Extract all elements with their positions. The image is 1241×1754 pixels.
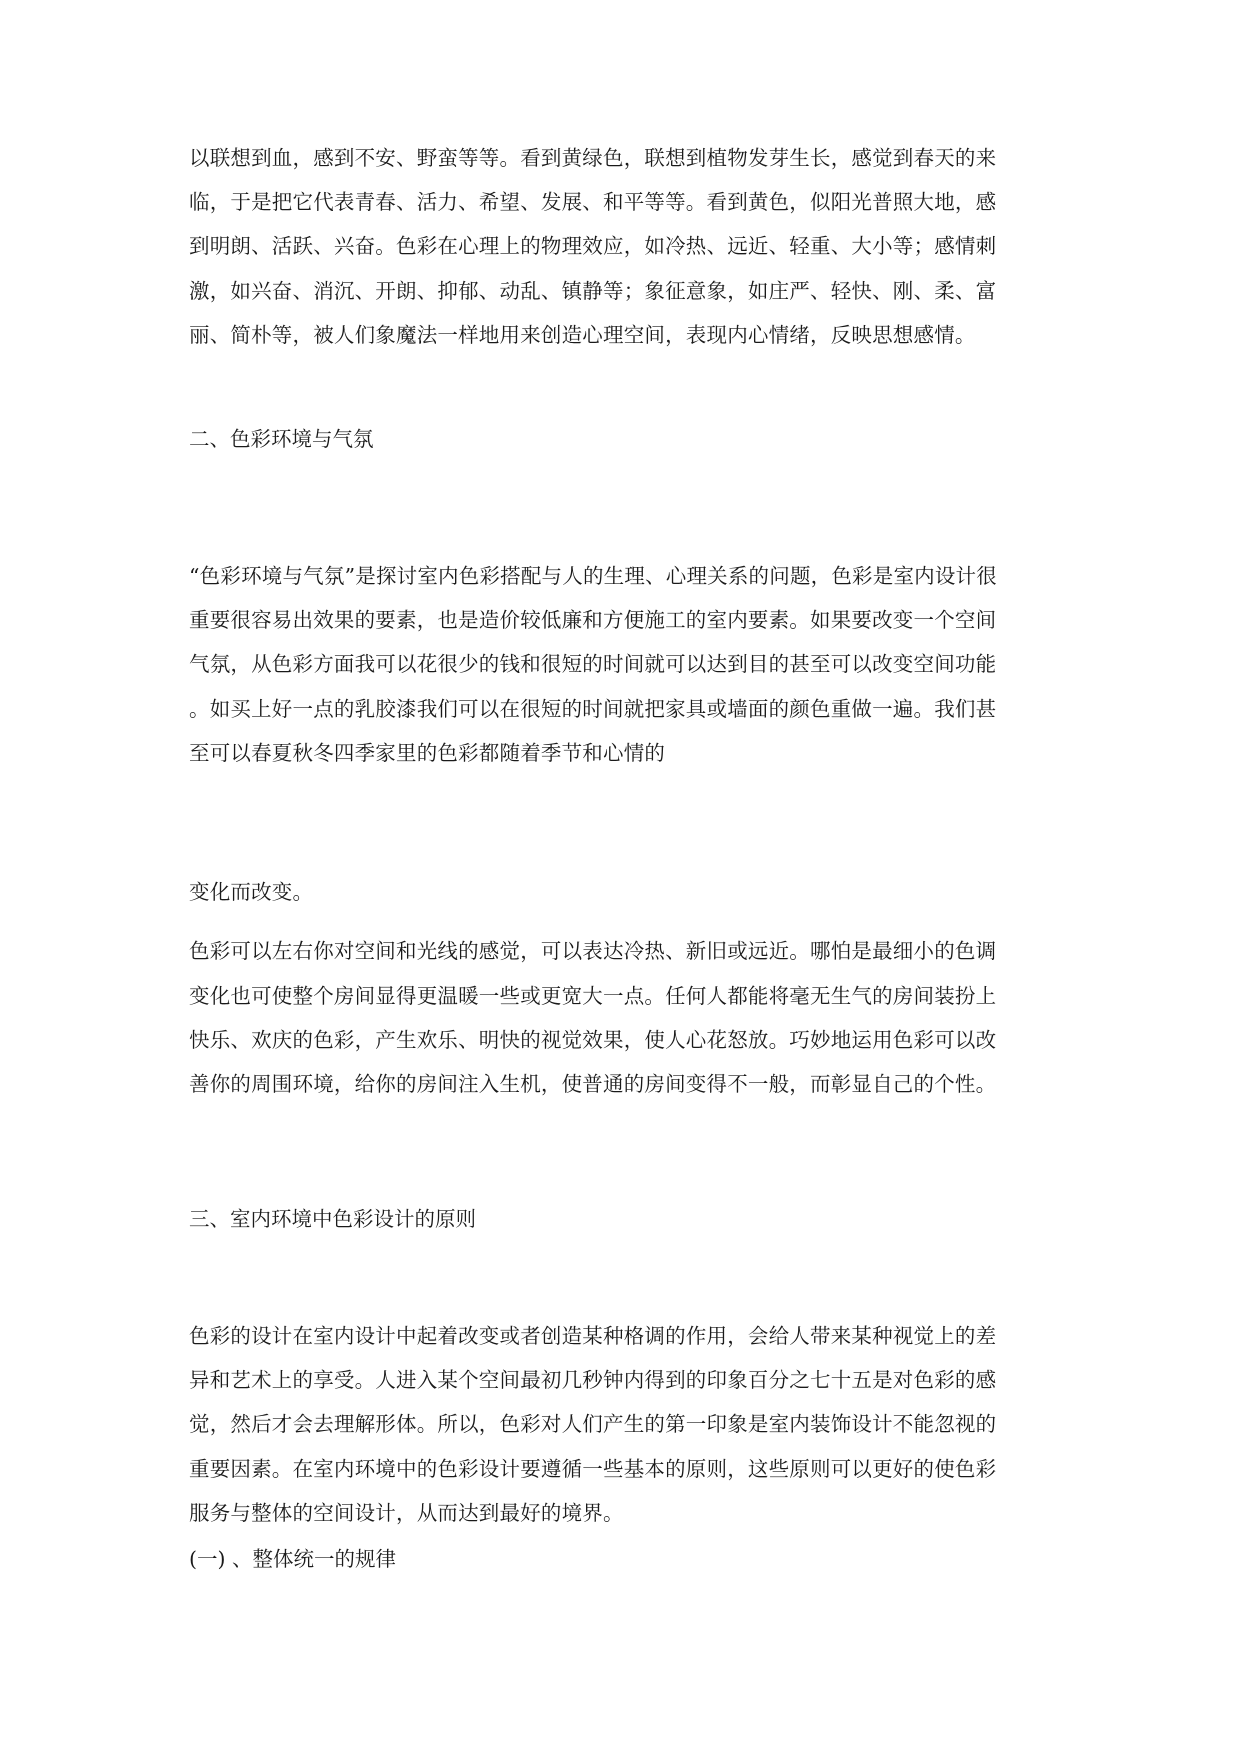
text-line: 。如买上好一点的乳胶漆我们可以在很短的时间就把家具或墙面的颜色重做一遍。我们甚 [189, 697, 997, 721]
text-line: 觉，然后才会去理解形体。所以，色彩对人们产生的第一印象是室内装饰设计不能忽视的 [189, 1412, 997, 1436]
section-heading: 二、色彩环境与气氛 [189, 427, 374, 451]
paragraph: 变化而改变。 [189, 880, 314, 904]
text-line: 变化也可使整个房间显得更温暖一些或更宽大一点。任何人都能将毫无生气的房间装扮上 [189, 984, 997, 1008]
text-line: 异和艺术上的享受。人进入某个空间最初几秒钟内得到的印象百分之七十五是对色彩的感 [189, 1368, 997, 1392]
text-line: 服务与整体的空间设计，从而达到最好的境界。 [189, 1501, 624, 1525]
text-line: 色彩可以左右你对空间和光线的感觉，可以表达冷热、新旧或远近。哪怕是最细小的色调 [189, 939, 997, 963]
text-line: 重要因素。在室内环境中的色彩设计要遵循一些基本的原则，这些原则可以更好的使色彩 [189, 1457, 997, 1481]
text-line: 至可以春夏秋冬四季家里的色彩都随着季节和心情的 [189, 741, 666, 765]
text-line: 激，如兴奋、消沉、开朗、抑郁、动乱、镇静等；象征意象，如庄严、轻快、刚、柔、富 [189, 279, 997, 303]
text-line: 气氛，从色彩方面我可以花很少的钱和很短的时间就可以达到目的甚至可以改变空间功能 [189, 652, 997, 676]
text-line: 重要很容易出效果的要素，也是造价较低廉和方便施工的室内要素。如果要改变一个空间 [189, 608, 997, 632]
text-line: 快乐、欢庆的色彩，产生欢乐、明快的视觉效果，使人心花怒放。巧妙地运用色彩可以改 [189, 1028, 997, 1052]
text-line: 丽、简朴等，被人们象魔法一样地用来创造心理空间，表现内心情绪，反映思想感情。 [189, 323, 976, 347]
text-line: 临，于是把它代表青春、活力、希望、发展、和平等等。看到黄色，似阳光普照大地，感 [189, 190, 997, 214]
text-line: 善你的周围环境，给你的房间注入生机，使普通的房间变得不一般，而彰显自己的个性。 [189, 1072, 997, 1096]
section-heading: 三、室内环境中色彩设计的原则 [189, 1207, 476, 1231]
subsection-heading: (一) 、整体统一的规律 [189, 1547, 397, 1571]
text-line: 以联想到血，感到不安、野蛮等等。看到黄绿色，联想到植物发芽生长，感觉到春天的来 [189, 146, 997, 170]
text-line: 到明朗、活跃、兴奋。色彩在心理上的物理效应，如冷热、远近、轻重、大小等；感情刺 [189, 234, 997, 258]
text-line: 色彩的设计在室内设计中起着改变或者创造某种格调的作用，会给人带来某种视觉上的差 [189, 1324, 997, 1348]
text-line: “色彩环境与气氛”是探讨室内色彩搭配与人的生理、心理关系的问题，色彩是室内设计很 [189, 564, 997, 588]
